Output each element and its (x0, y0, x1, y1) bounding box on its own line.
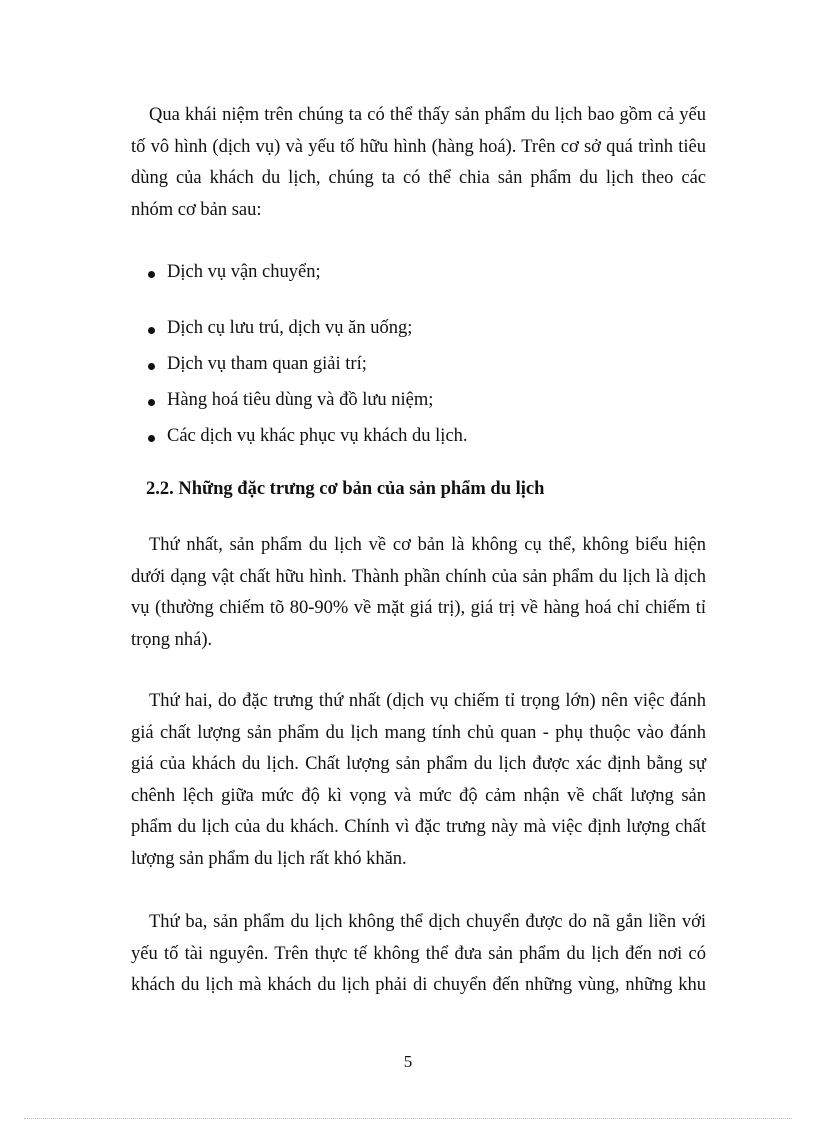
paragraph-line: vụ (thường chiếm tõ 80-90% về mặt giá trị), giá trị về hàng hoá chỉ chiếm tỉ (131, 598, 706, 618)
paragraph-line: phẩm du lịch của du khách. Chính vì đặc trưng này mà việc định lượng chất (131, 817, 706, 837)
page-bottom-divider (24, 1118, 792, 1119)
paragraph-3 (131, 907, 706, 1002)
paragraph-line: Thứ hai, do đặc trưng thứ nhất (dịch vụ chiếm tỉ trọng lớn) nên việc đánh (149, 691, 706, 711)
paragraph-line: dưới dạng vật chất hữu hình. Thành phần chính của sản phẩm du lịch là dịch (131, 566, 706, 587)
list-item: Các dịch vụ khác phục vụ khách du lịch. (146, 426, 468, 447)
intro-paragraph (131, 100, 706, 226)
paragraph-line: yếu tố tài nguyên. Trên thực tế không thể đưa sản phẩm du lịch đến nơi có (131, 943, 706, 964)
paragraph-line: khách du lịch mà khách du lịch phải di chuyển đến những vùng, những khu (131, 975, 706, 995)
intro-line: dùng của khách du lịch, chúng ta có thể chia sản phẩm du lịch theo các (131, 168, 706, 188)
section-heading: 2.2. Những đặc trưng cơ bản của sản phẩm du lịch (146, 479, 545, 499)
paragraph-line: Thứ ba, sản phẩm du lịch không thể dịch chuyển được do nã gắn liền với (149, 912, 706, 932)
list-item: Dịch vụ tham quan giải trí; (146, 354, 367, 375)
intro-line: tố vô hình (dịch vụ) và yếu tố hữu hình (hàng hoá). Trên cơ sở quá trình tiêu (131, 136, 706, 157)
bullet-icon (148, 327, 155, 334)
paragraph-line: giá chất lượng sản phẩm du lịch mang tính chủ quan - phụ thuộc vào đánh (131, 722, 706, 743)
list-item: Dịch cụ lưu trú, dịch vụ ăn uống; (146, 318, 412, 339)
paragraph-line: Thứ nhất, sản phẩm du lịch về cơ bản là không cụ thể, không biểu hiện (149, 535, 706, 555)
bullet-icon (148, 363, 155, 370)
paragraph-line: giá của khách du lịch. Chất lượng sản phẩm du lịch được xác định bằng sự (131, 754, 706, 774)
bullet-icon (148, 399, 155, 406)
bullet-icon (148, 435, 155, 442)
paragraph-line: lượng sản phẩm du lịch rất khó khăn. (131, 848, 407, 869)
intro-line: Qua khái niệm trên chúng ta có thể thấy sản phẩm du lịch bao gồm cả yếu (149, 105, 706, 125)
bullet-icon (148, 271, 155, 278)
list-item: Dịch vụ vận chuyển; (146, 262, 321, 283)
intro-line: nhóm cơ bản sau: (131, 199, 262, 220)
page-number: 5 (403, 1052, 413, 1071)
paragraph-line: trọng nhá). (131, 629, 213, 650)
paragraph-line: chênh lệch giữa mức độ kì vọng và mức độ cảm nhận về chất lượng sản (131, 785, 706, 806)
paragraph-1 (131, 530, 706, 656)
paragraph-2 (131, 686, 706, 875)
list-item: Hàng hoá tiêu dùng và đồ lưu niệm; (146, 390, 433, 411)
